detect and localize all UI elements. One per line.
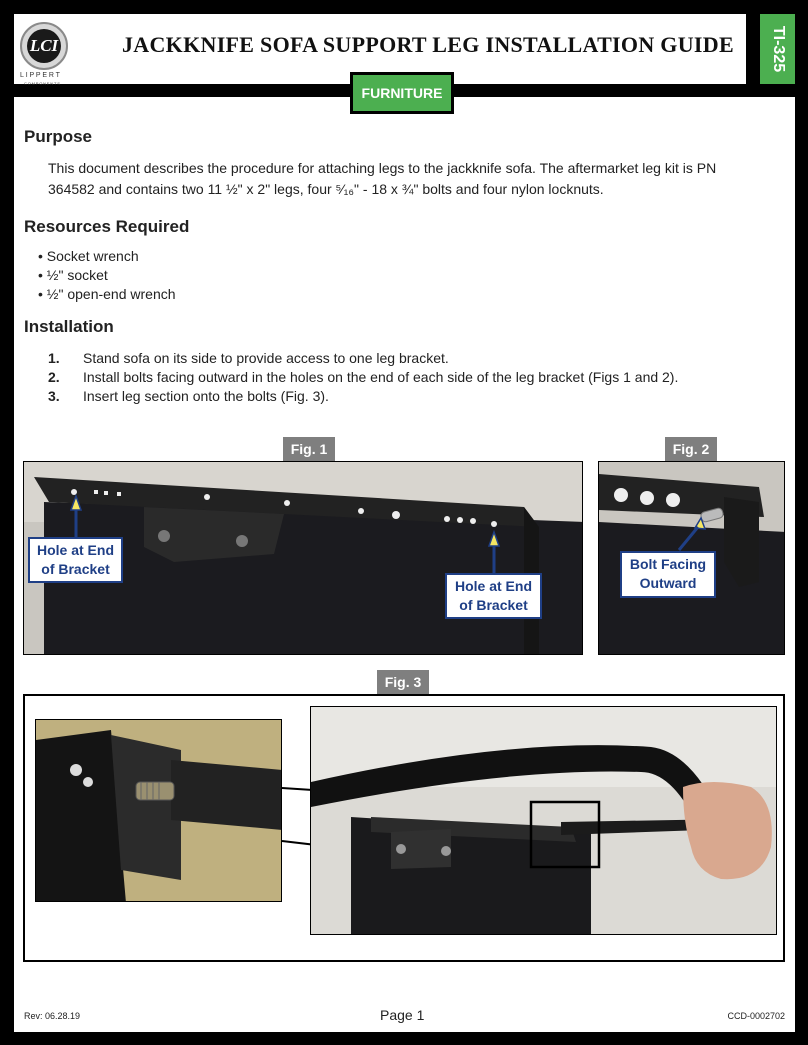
resource-item: ½" open-end wrench	[46, 286, 176, 302]
footer-page-number: Page 1	[380, 1007, 425, 1023]
fig3-main-photo	[310, 706, 777, 935]
list-item: • Socket wrench	[38, 248, 139, 264]
step-text: Stand sofa on its side to provide access to one leg bracket.	[83, 350, 449, 366]
fig1-callout-right	[445, 573, 542, 619]
list-item: • ½" socket	[38, 267, 108, 283]
fig2-label: Fig. 2	[665, 437, 717, 461]
resources-heading: Resources Required	[24, 217, 190, 236]
step-item	[48, 368, 678, 387]
purpose-text	[48, 158, 778, 200]
fig1-callout-left	[28, 537, 123, 583]
step-number: 1.	[48, 350, 60, 366]
logo-mark: LCI	[27, 29, 61, 63]
callout-line: Hole at End	[454, 578, 532, 594]
step-item	[48, 387, 678, 406]
purpose-line-2: 364582 and contains two 11 ½" x 2" legs, four ⁵⁄₁₆" - 18 x ¾" bolts and four nylon locknuts.	[48, 181, 604, 197]
step-item	[48, 349, 678, 368]
resources-list	[38, 247, 176, 304]
logo-circle	[20, 22, 68, 70]
fig2-callout	[620, 551, 716, 598]
lci-logo	[20, 22, 80, 84]
purpose-line-1: This document describes the procedure for attaching legs to the jackknife sofa. The aftermarket leg kit is PN	[48, 160, 717, 176]
doc-number: TI-325	[769, 25, 787, 73]
step-number: 2.	[48, 369, 60, 385]
document-title: JACKKNIFE SOFA SUPPORT LEG INSTALLATION GUIDE	[122, 32, 734, 57]
step-text: Insert leg section onto the bolts (Fig. 3).	[83, 388, 329, 404]
doc-number-tab	[760, 14, 795, 84]
callout-line: of Bracket	[41, 561, 110, 577]
installation-heading: Installation	[24, 317, 114, 336]
fig1-photo	[23, 461, 583, 655]
resource-item: Socket wrench	[46, 248, 139, 264]
purpose-heading: Purpose	[24, 127, 93, 146]
footer-revision: Rev: 06.28.19	[24, 1011, 81, 1021]
fig2-photo	[598, 461, 785, 655]
category-badge: FURNITURE	[350, 72, 454, 114]
logo-sub: COMPONENTS	[24, 81, 61, 86]
installation-steps	[48, 349, 678, 406]
step-number: 3.	[48, 388, 60, 404]
footer-doc-id: CCD-0002702	[727, 1011, 785, 1021]
fig3-label: Fig. 3	[377, 670, 429, 694]
logo-name: LIPPERT	[20, 72, 62, 79]
resource-item: ½" socket	[46, 267, 108, 283]
fig3-main-illustration	[311, 707, 777, 935]
list-item: • ½" open-end wrench	[38, 286, 176, 302]
page-body	[14, 97, 795, 1032]
callout-line: of Bracket	[459, 597, 528, 613]
fig3-frame	[23, 694, 785, 962]
callout-line: Outward	[639, 575, 697, 591]
callout-line: Hole at End	[36, 542, 114, 558]
callout-line: Bolt Facing	[629, 556, 707, 572]
fig1-label: Fig. 1	[283, 437, 335, 461]
step-text: Install bolts facing outward in the holes on the end of each side of the leg bracket (Figs 1 and 2).	[83, 369, 679, 385]
